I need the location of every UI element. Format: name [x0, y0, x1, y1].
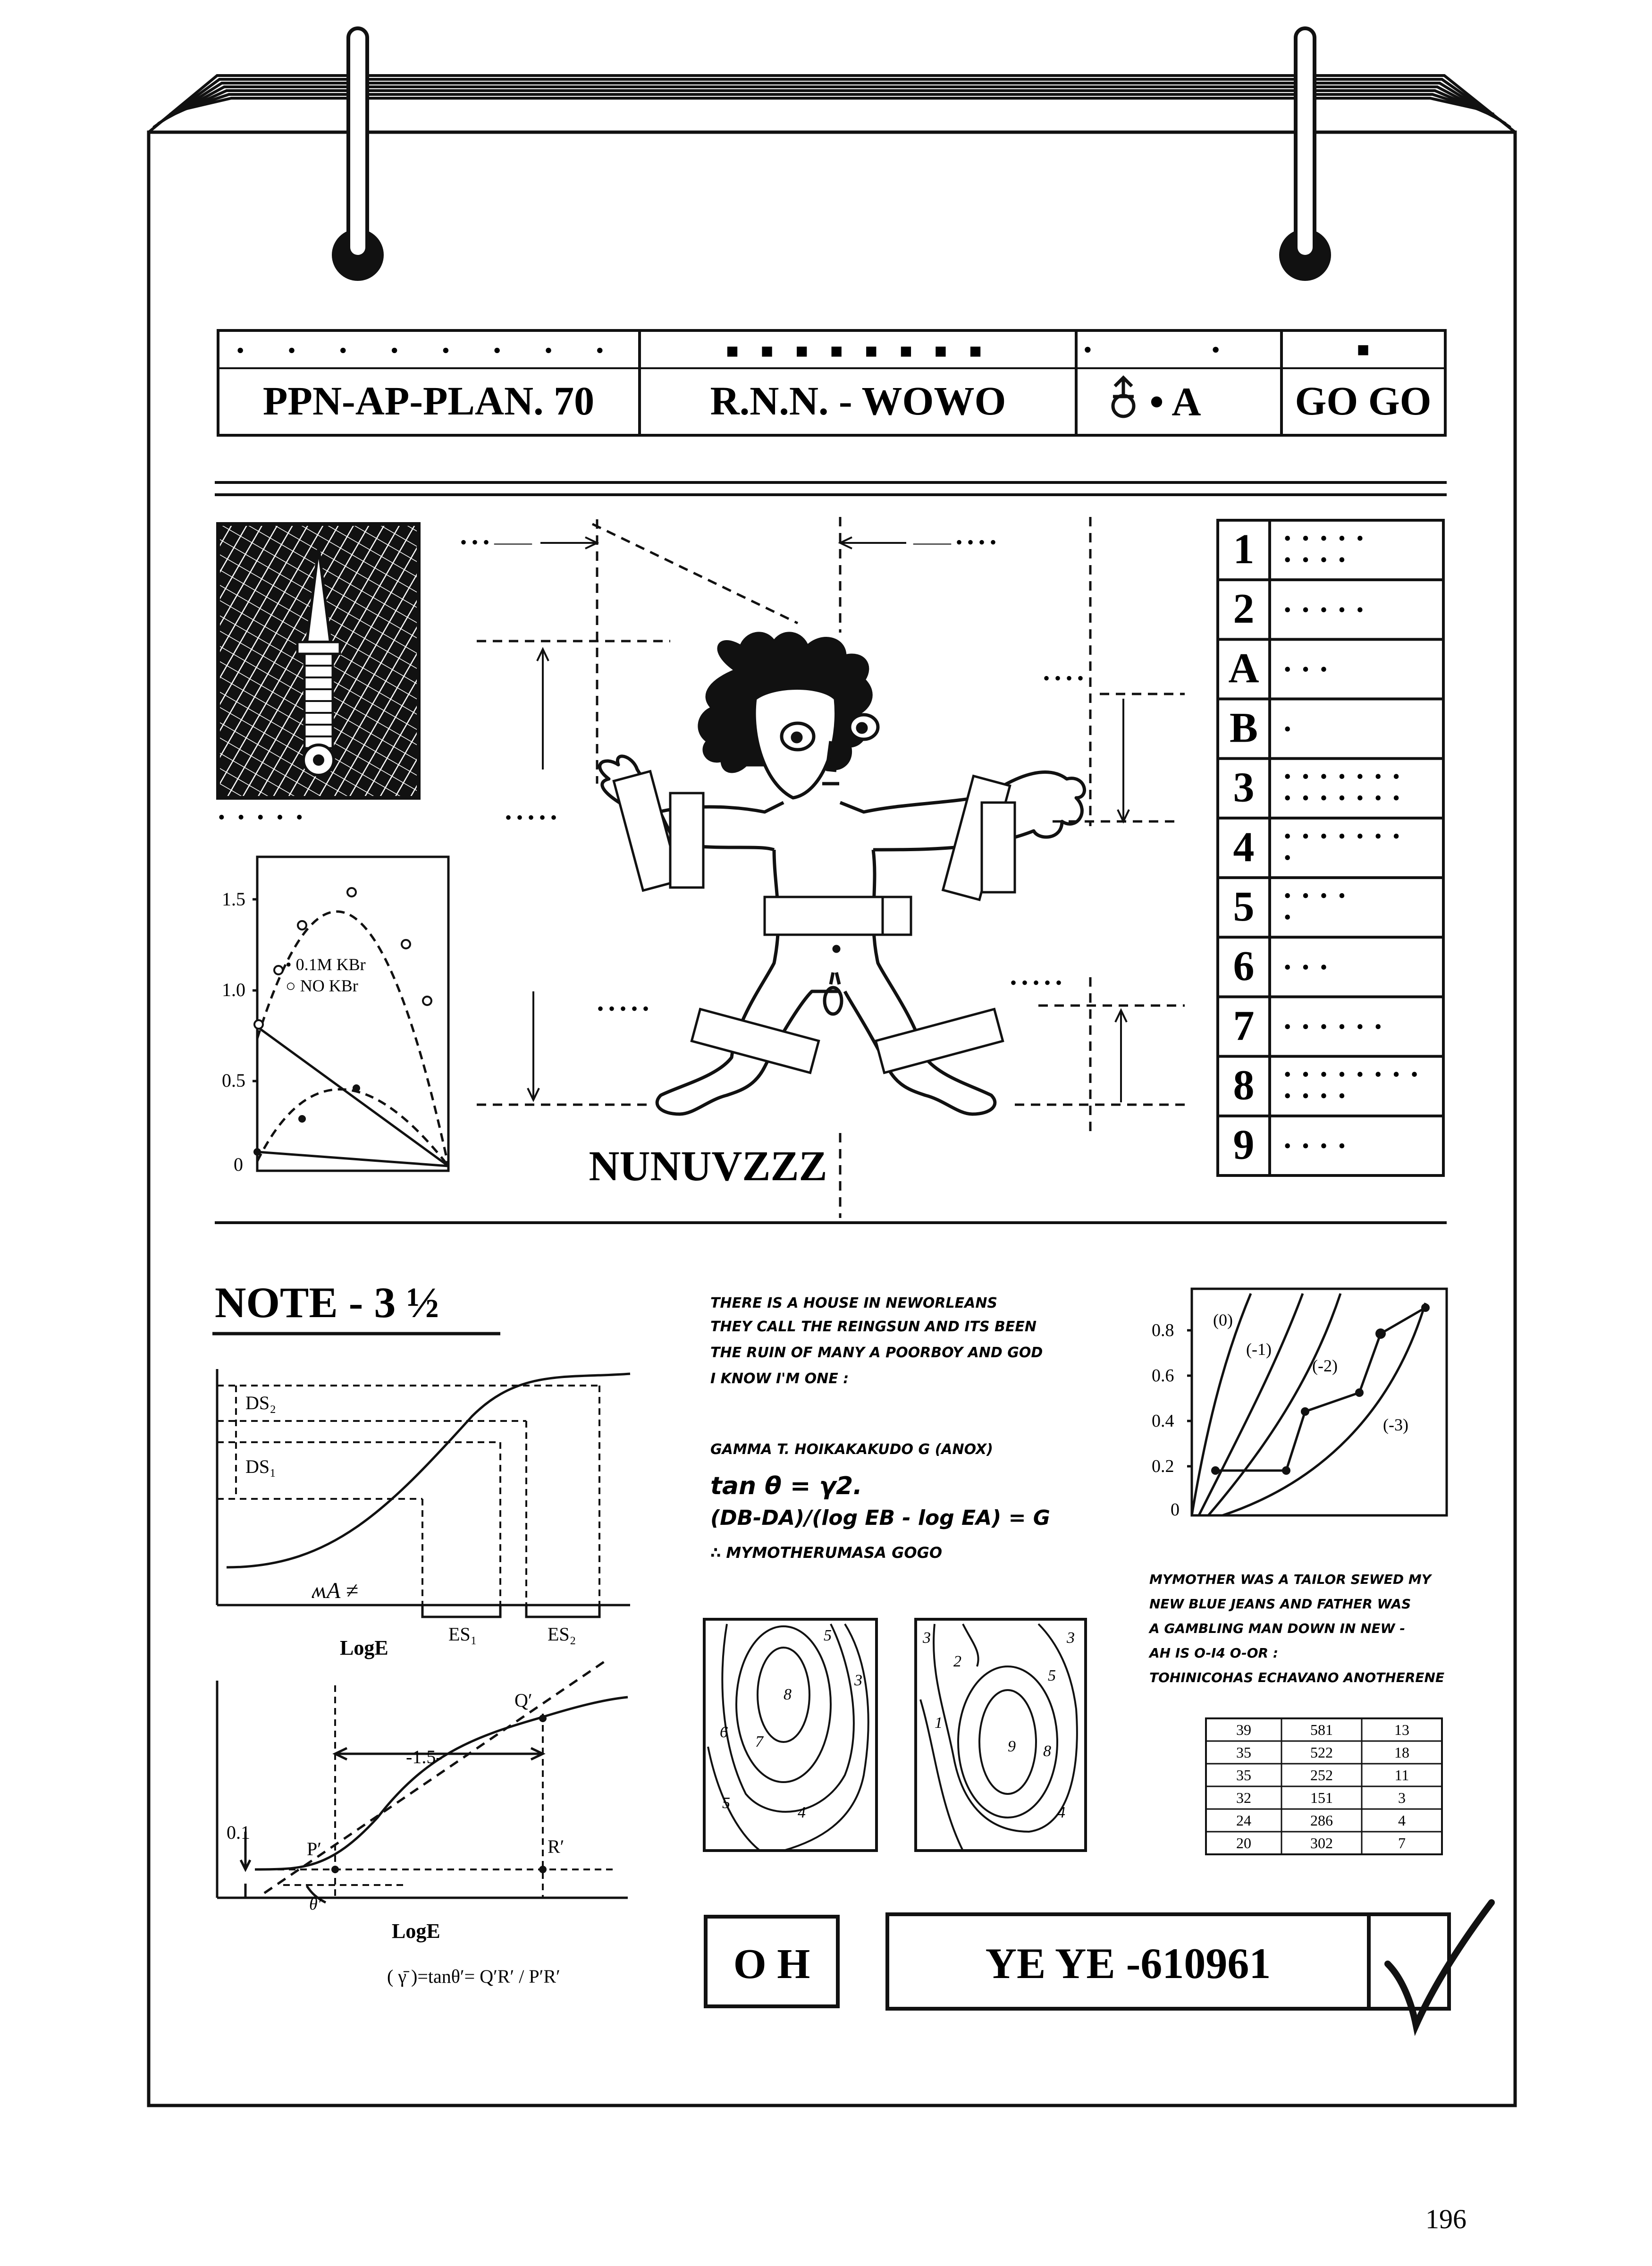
index-row-key: 3 [1233, 764, 1255, 811]
header-label-plan: PPN-AP-PLAN. 70 [262, 378, 595, 423]
curve2-label-theta: θ′ [309, 1894, 321, 1913]
dim-label-3: • • • • [1043, 668, 1084, 689]
data-table-cell: 20 [1236, 1835, 1251, 1852]
header-dots-1: • • • • • • • • [236, 338, 623, 363]
curve2-label-r: R′ [548, 1836, 565, 1857]
handwriting-line: tan θ = γ2. [710, 1472, 862, 1500]
graph1-points [253, 1084, 360, 1156]
index-row-dots: • • • • [1284, 884, 1349, 908]
data-table-cell: 302 [1310, 1835, 1333, 1852]
curve1 [217, 1369, 630, 1617]
index-row-dots: • • • [1284, 955, 1331, 979]
dim-label-4: • • • • • [505, 807, 557, 828]
header-dots-4: ■ [1357, 338, 1370, 361]
data-table-cell: 11 [1394, 1767, 1409, 1784]
graph2-ytick-5: 0 [1171, 1500, 1180, 1520]
graph2-points [1211, 1303, 1430, 1475]
curve2-label-15: -1.5- [406, 1746, 442, 1767]
index-row-key: 7 [1233, 1002, 1255, 1049]
curve2 [217, 1662, 628, 1902]
dim-label-6: • • • • • [597, 998, 649, 1019]
curve1-label-loge: LogE [340, 1636, 388, 1659]
page-number: 196 [1425, 2204, 1467, 2234]
stamp-oh-text: O H [733, 1941, 810, 1987]
curve2-label-loge: LogE [392, 1919, 440, 1943]
index-row-key: 9 [1233, 1121, 1255, 1168]
male-symbol-icon [1113, 378, 1134, 416]
index-row-key: 6 [1233, 943, 1255, 990]
handwriting-line: NEW BLUE JEANS AND FATHER WAS [1149, 1596, 1411, 1612]
graph2-ytick-4: 0.2 [1152, 1456, 1174, 1476]
curve2-points [331, 1715, 547, 1873]
right-ring-icon [1279, 28, 1331, 281]
graph1-ytick-3: 0.5 [222, 1070, 245, 1091]
index-row-dots: • • • • • [1284, 598, 1367, 622]
graph2-ytick-3: 0.4 [1152, 1411, 1174, 1431]
contour-map-left [704, 1619, 877, 1851]
data-table-cell: 35 [1236, 1767, 1251, 1784]
data-table [1206, 1718, 1442, 1854]
dim-label-1: • • • —— [460, 532, 532, 553]
index-row-dots: • • • • • [1284, 526, 1367, 550]
graph1-ytick-2: 1.0 [222, 979, 245, 1000]
index-row-key: 8 [1233, 1062, 1255, 1109]
contour-label: 4 [1057, 1804, 1065, 1821]
handwriting-line: THEY CALL THE REINGSUN AND ITS BEEN [710, 1319, 1037, 1335]
handwriting-line: MYMOTHER WAS A TAILOR SEWED MY [1149, 1572, 1432, 1587]
dim-label-5: • • • • • [1010, 972, 1062, 993]
data-table-cell: 286 [1310, 1812, 1333, 1829]
graph2-ytick-1: 0.8 [1152, 1320, 1174, 1340]
curve1-label-ds1: DS₁ [245, 1456, 277, 1477]
contour-label: 8 [1043, 1742, 1051, 1760]
index-row-dots: • • • • • • • [1284, 786, 1403, 810]
data-table-cell: 3 [1398, 1789, 1406, 1806]
header-label-rnn: R.N.N. - WOWO [710, 378, 1006, 423]
curve1-scribble: ʍA ≠ [312, 1578, 358, 1603]
curve1-label-es1: ES₁ [448, 1623, 477, 1645]
index-row-dots: • [1284, 717, 1294, 741]
graph1-ytick-1: 1.5 [222, 888, 245, 910]
curve2-label-q: Q′ [514, 1690, 532, 1711]
graph2-curve-1: (-1) [1246, 1340, 1272, 1359]
index-row-dots: • • • • [1284, 548, 1349, 572]
note-title: NOTE - 3 ½ [215, 1278, 439, 1327]
handwriting-line: I KNOW I'M ONE : [710, 1370, 849, 1387]
contour-label: 6 [720, 1724, 728, 1741]
data-table-cell: 24 [1236, 1812, 1251, 1829]
contour-label: 5 [722, 1794, 730, 1812]
graph1 [253, 857, 448, 1171]
section-rule-top [215, 482, 1447, 495]
contour-labels [720, 1627, 1075, 1821]
index-row-dots: • • • • [1284, 1084, 1349, 1108]
index-row-dots: • • • • • • • [1284, 765, 1403, 788]
handwriting-line: (DB-DA)/(log EB - log EA) = G [710, 1506, 1050, 1530]
index-row-key: 5 [1233, 883, 1255, 930]
data-table-cell: 581 [1310, 1721, 1333, 1738]
tape-strips [614, 771, 1015, 1073]
handwriting-line: ∴ MYMOTHERUMASA GOGO [710, 1544, 943, 1562]
data-table-cell: 32 [1236, 1789, 1251, 1806]
curve2-formula: ( γ̄ )=tanθ′= Q′R′ / P′R′ [387, 1966, 560, 1987]
index-row-dots: • • • • • • • [1284, 824, 1403, 848]
header-dots-3: • • [1083, 337, 1277, 364]
index-row-dots: • • • • • • [1284, 1015, 1385, 1039]
stamp-yeye-text: YE YE -610961 [985, 1939, 1271, 1987]
index-row-dots: • [1284, 846, 1294, 870]
contour-label: 3 [923, 1629, 931, 1647]
index-row-dots: • • • • [1284, 1134, 1349, 1158]
contour-label: 8 [784, 1686, 792, 1703]
graph2-curve-2: (-2) [1312, 1356, 1338, 1375]
contour-label: 7 [755, 1733, 763, 1750]
index-row-key: B [1229, 704, 1258, 752]
handwriting-line: GAMMA T. HOIKAKAKUDO G (ANOX) [710, 1441, 993, 1458]
graph2-ytick-2: 0.6 [1152, 1366, 1174, 1386]
data-table-cell: 39 [1236, 1721, 1251, 1738]
figure-dimension-lines [477, 517, 1185, 1218]
contour-label: 3 [854, 1672, 862, 1689]
contour-label: 2 [953, 1653, 961, 1670]
knife-illustration [218, 524, 419, 798]
handwriting-line: A GAMBLING MAN DOWN IN NEW - [1149, 1621, 1405, 1636]
index-row-dots: • • • • • • • • [1284, 1063, 1421, 1086]
index-row-key: A [1228, 645, 1259, 692]
handwriting-line: THE RUIN OF MANY A POORBOY AND GOD [710, 1344, 1043, 1361]
graph1-legend-1: • 0.1M KBr [286, 955, 366, 974]
index-row-dots: • [1284, 905, 1294, 929]
handwriting-line: TOHINICOHAS ECHAVANO ANOTHERENE [1149, 1670, 1445, 1685]
contour-label: 5 [824, 1627, 832, 1644]
data-table-cell: 18 [1394, 1744, 1409, 1761]
data-table-cell: 151 [1310, 1789, 1333, 1806]
data-table-cell: 4 [1398, 1812, 1406, 1829]
data-table-cell: 522 [1310, 1744, 1333, 1761]
curve2-label-01: 0.1 [227, 1822, 250, 1843]
knife-dots: • • • • • [218, 807, 307, 829]
contour-label: 5 [1048, 1667, 1056, 1684]
index-row-dots: • • • [1284, 658, 1331, 681]
data-table-cell: 7 [1398, 1835, 1406, 1852]
left-ring-icon [332, 28, 384, 281]
data-table-cell: 35 [1236, 1744, 1251, 1761]
handwriting-line: AH IS O-I4 O-OR : [1149, 1645, 1279, 1661]
index-row-key: 4 [1233, 823, 1255, 871]
header-label-symbol: • A [1149, 379, 1201, 424]
data-table-cell: 252 [1310, 1767, 1333, 1784]
header-label-gogo: GO GO [1295, 378, 1432, 423]
handwriting-block-2 [1148, 1572, 1444, 1685]
handwriting-block-1 [710, 1295, 1050, 1562]
contour-label: 3 [1067, 1629, 1075, 1647]
graph2-curve-3: (-3) [1383, 1415, 1408, 1434]
data-table-cell: 13 [1394, 1721, 1409, 1738]
header-dots-2: ■ ■ ■ ■ ■ ■ ■ ■ [726, 339, 990, 363]
graph1-ytick-4: 0 [234, 1154, 243, 1175]
contour-label: 4 [798, 1804, 806, 1821]
contour-label: 9 [1008, 1738, 1016, 1755]
graph1-legend-2: ○ NO KBr [286, 976, 358, 995]
contour-label: 1 [935, 1714, 943, 1732]
index-row-key: 2 [1233, 585, 1255, 633]
curve1-label-es2: ES₂ [548, 1623, 576, 1645]
curve2-label-p: P′ [307, 1838, 321, 1860]
handwriting-line: THERE IS A HOUSE IN NEWORLEANS [710, 1295, 998, 1311]
index-row-key: 1 [1233, 525, 1255, 573]
curve1-label-ds2: DS₂ [245, 1392, 277, 1413]
figure-caption: NUNUVZZZ [589, 1143, 827, 1190]
graph2-curve-0: (0) [1213, 1311, 1233, 1329]
index-table-rows [1218, 526, 1443, 1168]
dim-label-2: —— • • • • [913, 532, 997, 553]
